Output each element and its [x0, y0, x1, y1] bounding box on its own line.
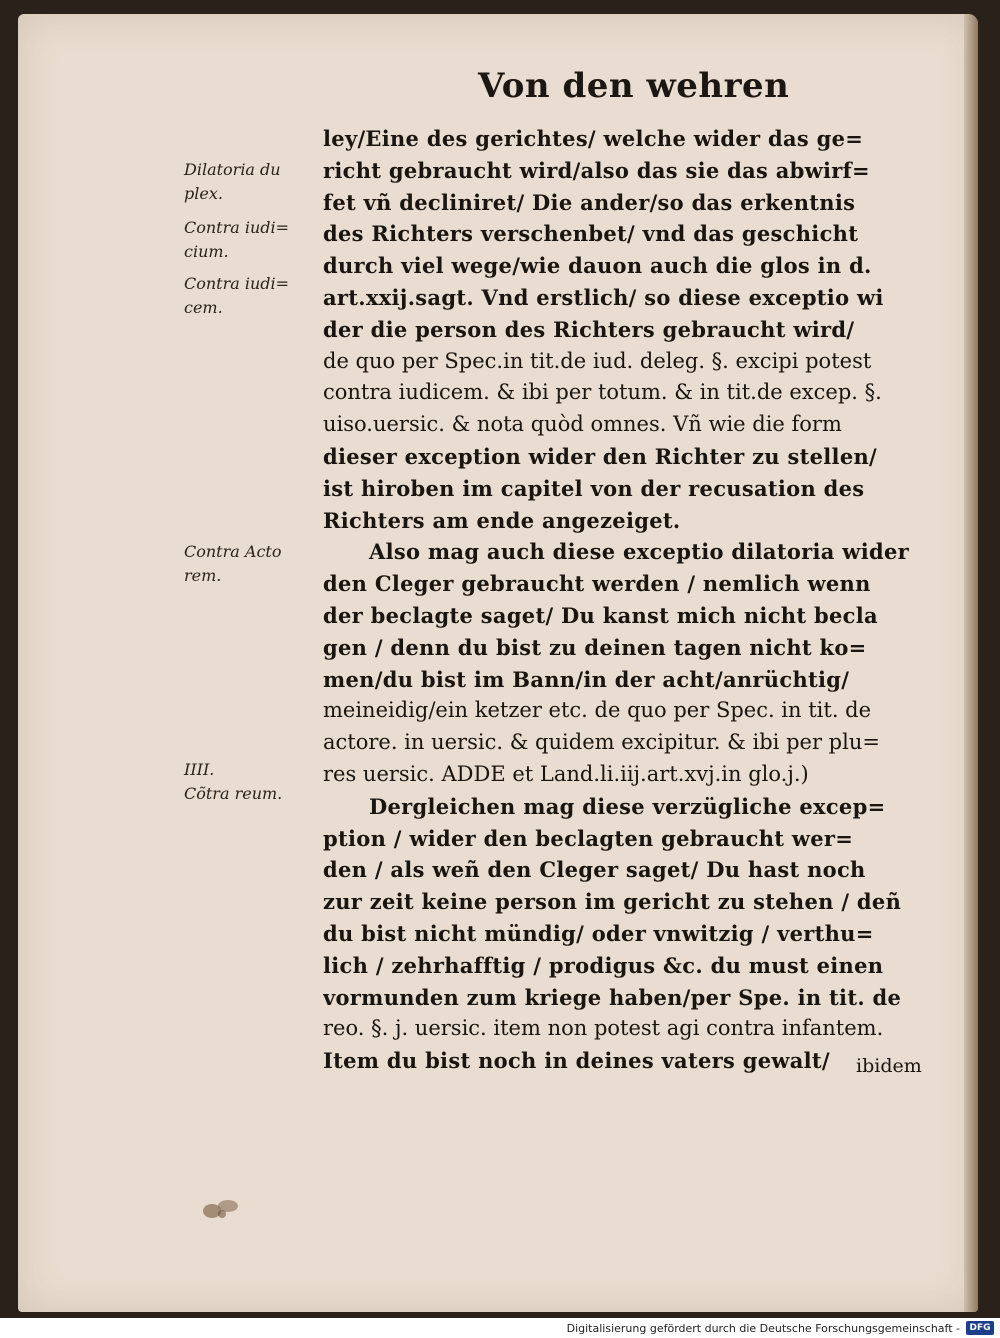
text-line: du bist nicht mündig/ oder vnwitzig / verthu= [323, 920, 874, 946]
margin-note-contra-iudicium: Contra iudi= cium. [184, 218, 290, 261]
text-line: der beclagte saget/ Du kanst mich nicht becla [323, 602, 878, 628]
text-line: meineidig/ein ketzer etc. de quo per Spec. in tit. de [323, 698, 872, 723]
footer-bar [0, 1318, 1000, 1338]
text-line: Richters am ende angezeiget. [323, 507, 681, 533]
text-line: ption / wider den beclagten gebraucht wer= [323, 825, 854, 851]
text-line: durch viel wege/wie dauon auch die glos in d. [323, 253, 872, 279]
margin-note-contra-iudicem: Contra iudi= cem. [184, 274, 290, 317]
text-line: Dergleichen mag diese verzügliche excep= [369, 793, 886, 819]
text-line: uiso.uersic. & nota quòd omnes. Vñ wie die form [323, 412, 842, 437]
text-line: de quo per Spec.in tit.de iud. deleg. §. excipi potest [323, 348, 872, 373]
text-line: contra iudicem. & ibi per totum. & in tit.de excep. §. [323, 380, 882, 405]
text-line: den Cleger gebraucht werden / nemlich wenn [323, 571, 871, 597]
footer-credit: Digitalisierung gefördert durch die Deutsche Forschungsgemeinschaft - [566, 1322, 960, 1335]
text-line: gen / denn du bist zu deinen tagen nicht ko= [323, 634, 867, 660]
text-line: fet vñ decliniret/ Die ander/so das erkentnis [323, 189, 856, 215]
catchword: ibidem [856, 1055, 922, 1077]
text-line: vormunden zum kriege haben/per Spe. in tit. de [323, 984, 902, 1010]
running-head: Von den wehren [478, 66, 790, 106]
text-line: reo. §. j. uersic. item non potest agi contra infantem. [323, 1016, 884, 1041]
text-line: men/du bist im Bann/in der acht/anrüchtig/ [323, 666, 850, 692]
main-text [323, 123, 943, 1077]
text-line: Also mag auch diese exceptio dilatoria wider [369, 539, 909, 565]
ink-stain-icon [198, 1196, 244, 1222]
text-line: der die person des Richters gebraucht wird/ [323, 316, 855, 342]
text-line: dieser exception wider den Richter zu stellen/ [323, 443, 878, 469]
text-line: richt gebraucht wird/also das sie das abwirf= [323, 157, 870, 183]
text-line: zur zeit keine person im gericht zu stehen / deñ [323, 889, 902, 915]
text-line: ley/Eine des gerichtes/ welche wider das ge= [323, 126, 864, 151]
margin-note-contra-actorem: Contra Acto rem. [184, 542, 282, 585]
text-line: Item du bist noch in deines vaters gewalt/ [323, 1048, 830, 1074]
text-line: den / als weñ den Cleger saget/ Du hast noch [323, 857, 866, 883]
page-edge [964, 14, 978, 1312]
margin-note-dilatoria: Dilatoria du plex. [184, 160, 281, 203]
text-line: ist hiroben im capitel von der recusation des [323, 475, 865, 501]
text-line: art.xxij.sagt. Vnd erstlich/ so diese exceptio wi [323, 284, 884, 310]
dfg-logo-icon: DFG [966, 1321, 994, 1335]
text-line: des Richters verschenbet/ vnd das geschicht [323, 221, 859, 247]
text-line: lich / zehrhafftig / prodigus &c. du must einen [323, 952, 884, 978]
text-line: actore. in uersic. & quidem excipitur. & ibi per plu= [323, 730, 880, 755]
text-line: res uersic. ADDE et Land.li.iij.art.xvj.in glo.j.) [323, 761, 809, 786]
margin-note-contra-reum: IIII. Cõtra reum. [184, 760, 283, 803]
